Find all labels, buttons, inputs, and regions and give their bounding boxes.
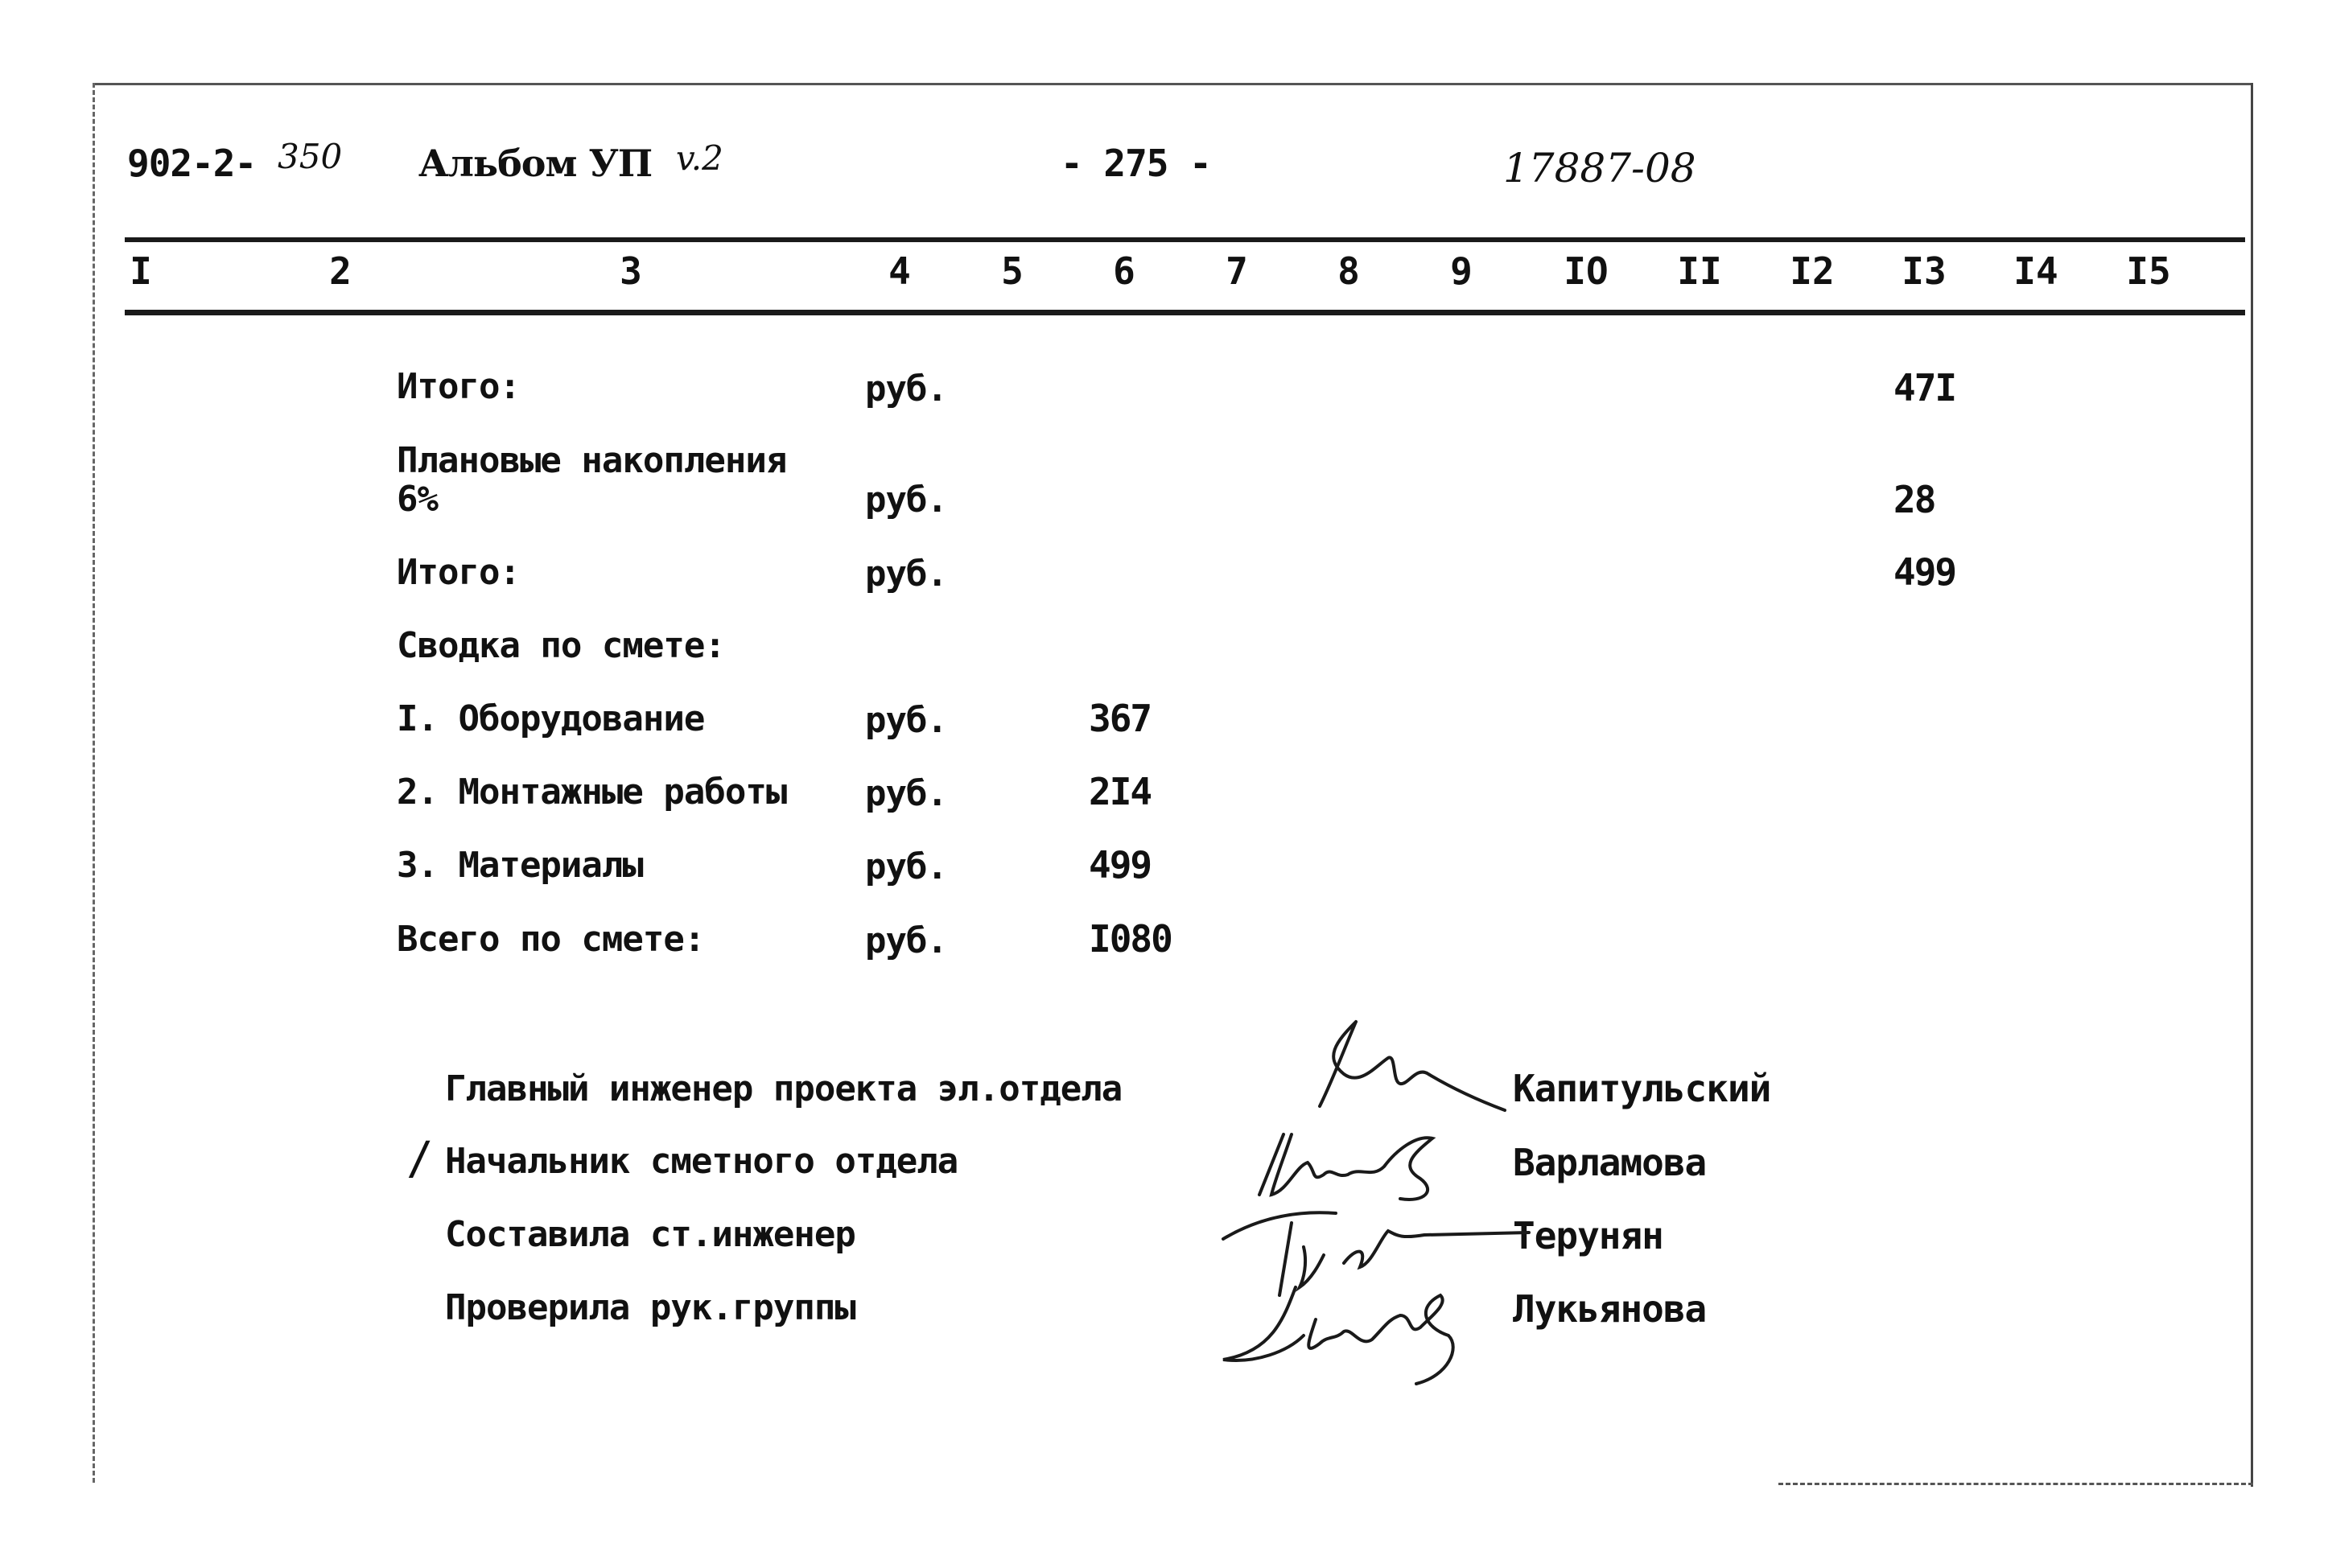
row-label: Итого: (397, 552, 520, 593)
col-7: 7 (1226, 249, 1248, 293)
row-label: Итого: (397, 366, 520, 407)
row-col6-value: 367 (1089, 697, 1152, 740)
row-unit: руб. (865, 846, 947, 887)
row-label: I. Оборудование (397, 698, 705, 739)
col-2: 2 (329, 249, 352, 293)
col-1: I (130, 249, 152, 293)
col-13: I3 (1902, 249, 1947, 293)
row-unit: руб. (865, 554, 947, 595)
album-handwritten: v.2 (676, 138, 723, 178)
col-15: I5 (2126, 249, 2171, 293)
col-3: 3 (620, 249, 642, 293)
album-label: Альбом УП (418, 142, 653, 185)
row-unit: руб. (865, 773, 947, 814)
signer-role: Проверила рук.группы (445, 1287, 855, 1328)
col-11: II (1677, 249, 1722, 293)
row-col6-value: 499 (1089, 843, 1152, 887)
signature-1 (1288, 1010, 1513, 1130)
col-9: 9 (1450, 249, 1473, 293)
code-handwritten: 350 (278, 137, 343, 176)
col-14: I4 (2013, 249, 2058, 293)
signer-role: Начальник сметного отдела (445, 1141, 958, 1182)
row-label: 3. Материалы (397, 845, 643, 886)
frame-left-border (93, 83, 95, 1483)
row-unit: руб. (865, 700, 947, 741)
signer-name: Варламова (1513, 1141, 1707, 1184)
document-number: 17887-08 (1503, 145, 1696, 191)
row-label: Плановые накопления (397, 440, 787, 481)
section-heading: Сводка по смете: (397, 625, 725, 666)
signer-name: Терунян (1513, 1214, 1663, 1257)
code-prefix: 902-2- (127, 142, 257, 185)
signer-name: Капитульский (1513, 1067, 1771, 1110)
header-rule-top (125, 237, 2245, 242)
row-col6-value: I080 (1089, 917, 1172, 961)
signer-name: Лукьянова (1513, 1287, 1707, 1331)
frame-bottom-border (1778, 1483, 2253, 1485)
signer-role: Составила ст.инженер (445, 1214, 855, 1255)
frame-right-border (2251, 83, 2253, 1487)
row-unit: руб. (865, 368, 947, 409)
signer-role: Главный инженер проекта эл.отдела (445, 1068, 1123, 1109)
col-12: I2 (1790, 249, 1835, 293)
row-label: 2. Монтажные работы (397, 772, 787, 813)
col-5: 5 (1001, 249, 1024, 293)
header-rule-bottom (125, 310, 2245, 315)
page-number: - 275 - (1061, 142, 1211, 185)
row-unit: руб. (865, 479, 947, 521)
row-unit: руб. (865, 920, 947, 961)
col-8: 8 (1337, 249, 1360, 293)
col-4: 4 (888, 249, 911, 293)
row-label: Всего по смете: (397, 919, 705, 960)
row-col13-value: 499 (1893, 550, 1956, 594)
slash-mark: / (406, 1133, 434, 1185)
col-10: IO (1564, 249, 1609, 293)
row-label-continuation: 6% (397, 479, 438, 520)
frame-top-border (93, 83, 2253, 85)
row-col13-value: 28 (1893, 478, 1935, 521)
signature-4 (1207, 1271, 1481, 1392)
row-col13-value: 47I (1893, 366, 1956, 409)
row-col6-value: 2I4 (1089, 770, 1152, 813)
col-6: 6 (1113, 249, 1135, 293)
